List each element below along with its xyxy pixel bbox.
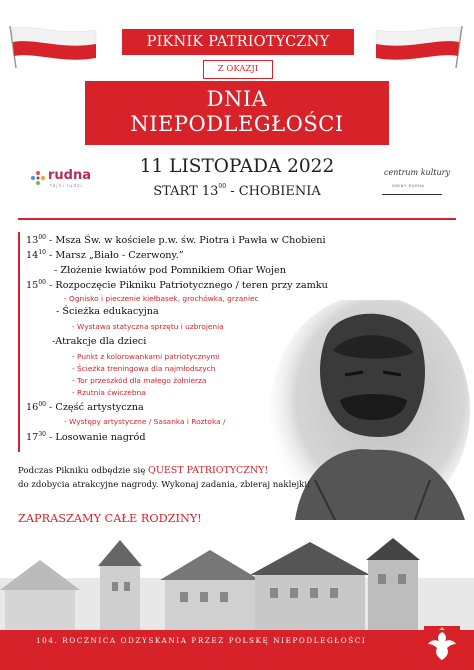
town-illustration: [0, 520, 474, 632]
sub-item-1: - Ognisko i pieczenie kiełbasek, grochówka, grzaniec: [64, 294, 259, 303]
main-title-line2: NIEPODLEGŁOŚCI: [130, 112, 344, 136]
sub-item-4: - Ścieżka treningowa dla najmłodszych: [72, 364, 216, 373]
start-location: - CHOBIENIA: [226, 184, 321, 199]
schedule-hour: 16: [26, 402, 39, 413]
schedule-minute: 10: [38, 249, 46, 256]
start-minutes: 00: [218, 183, 227, 190]
schedule-item-6: [52, 336, 146, 347]
schedule-hour: 14: [26, 250, 39, 261]
schedule-text: - Msza Św. w kościele p.w. św. Piotra i Pawła w Chobieni: [45, 235, 326, 246]
main-title-line1: DNIA: [206, 87, 268, 111]
sub-item-5: - Tor przeszkód dla małego żołnierza: [72, 376, 207, 385]
sub-item-2: - Wystawa statyczna sprzętu i uzbrojenia: [72, 322, 224, 331]
schedule-hour: 15: [26, 280, 39, 291]
schedule-item-1: [26, 235, 326, 246]
footer-text: 104. ROCZNICA ODZYSKANIA PRZEZ POLSKĘ NIEPODLEGŁOŚCI: [36, 636, 367, 645]
schedule-item-2: [26, 250, 184, 261]
quest-line-1: [18, 465, 268, 476]
event-date: 11 LISTOPADA 2022: [139, 156, 335, 177]
schedule-text: - Część artystyczna: [45, 402, 144, 413]
schedule-accent-line: [18, 232, 20, 452]
sub-item-6: - Rzutnia ćwiczebna: [72, 388, 146, 397]
schedule-text: - Ścieżka edukacyjna: [56, 306, 159, 317]
sub-item-3: - Punkt z kolorowankami patriotycznymi: [72, 352, 220, 361]
main-title-banner: [86, 82, 388, 144]
schedule-text: - Marsz „Biało - Czerwony.”: [45, 250, 184, 261]
centrum-kultury-logo: [382, 166, 450, 195]
rudna-logo-name: rudna: [48, 168, 91, 183]
schedule-minute: 30: [38, 431, 46, 438]
polish-eagle-emblem-icon: [420, 622, 464, 670]
schedule-minute: 00: [38, 401, 46, 408]
schedule-minute: 00: [38, 279, 46, 286]
polish-flag-right-icon: [374, 24, 466, 68]
schedule-item-8: [26, 432, 146, 443]
invitation-text: ZAPRASZAMY CAŁE RODZINY!: [18, 512, 202, 525]
quest-prefix: Podczas Pikniku odbędzie się: [18, 466, 149, 476]
quest-highlight: QUEST PATRIOTYCZNY!: [148, 465, 269, 476]
schedule-item-3: [54, 265, 286, 276]
schedule-text: - Złożenie kwiatów pod Pomnikiem Ofiar Wojen: [54, 265, 286, 276]
schedule-item-7: [26, 402, 144, 413]
sub-item-7: - Występy artystyczne / Sasanka i Roztoka /: [64, 417, 226, 426]
schedule-item-5: [56, 306, 159, 317]
event-name-banner: PIKNIK PATRIOTYCZNY: [122, 29, 354, 55]
schedule-text: -Atrakcje dla dzieci: [52, 336, 147, 347]
centrum-kultury-tagline: GMINY RUDNA: [392, 184, 425, 188]
occasion-label: Z OKAZJI: [203, 60, 273, 79]
rudna-logo-tagline: fajni ludzi: [50, 184, 83, 189]
schedule-text: - Losowanie nagród: [45, 432, 146, 443]
schedule-text: - Rozpoczęcie Pikniku Patriotycznego / teren przy zamku: [45, 280, 328, 291]
start-prefix: START 13: [153, 184, 219, 199]
schedule-item-4: [26, 280, 328, 291]
schedule-hour: 17: [26, 432, 39, 443]
centrum-kultury-name: centrum kultury: [384, 168, 450, 177]
polish-flag-left-icon: [6, 24, 98, 68]
schedule-minute: 00: [38, 234, 46, 241]
schedule-hour: 13: [26, 235, 39, 246]
header-divider: [18, 218, 456, 220]
quest-line-2: do zdobycia atrakcyjne nagrody. Wykonaj zadania, zbieraj naklejki!: [18, 480, 311, 490]
